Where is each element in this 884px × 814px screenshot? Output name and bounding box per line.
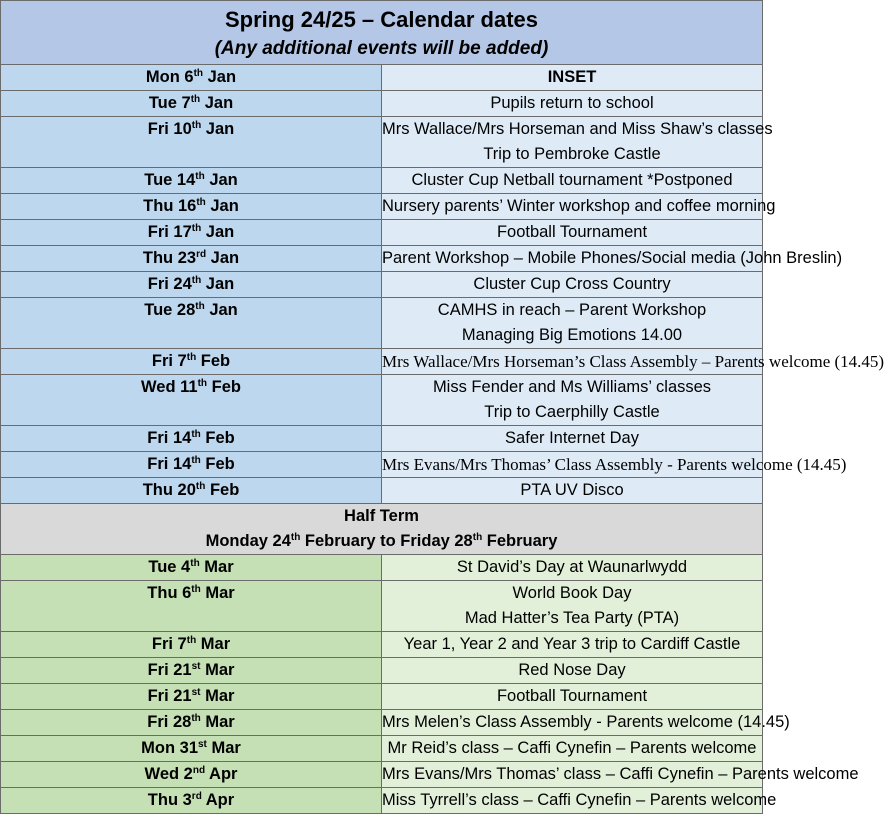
event-line: Cluster Cup Cross Country xyxy=(473,275,671,293)
date-cell: Thu 23rd Jan xyxy=(1,246,382,272)
date-cell: Fri 14th Feb xyxy=(1,426,382,452)
event-line: St David’s Day at Waunarlwydd xyxy=(456,558,688,576)
table-row xyxy=(1,375,763,426)
date-cell: Fri 14th Feb xyxy=(1,452,382,478)
event-cell xyxy=(382,426,763,452)
event-line: Trip to Caerphilly Castle xyxy=(484,403,660,421)
event-line: Mrs Wallace/Mrs Horseman and Miss Shaw’s classes xyxy=(382,120,773,138)
event-cell xyxy=(382,117,773,168)
date-cell: Thu 3rd Apr xyxy=(1,788,382,814)
half-term-row xyxy=(1,504,763,555)
event-line: Cluster Cup Netball tournament *Postponed xyxy=(411,171,733,189)
date-cell: Fri 10th Jan xyxy=(1,117,382,168)
page-subtitle: (Any additional events will be added) xyxy=(214,38,549,59)
event-line: PTA UV Disco xyxy=(520,481,624,499)
date-cell: Thu 16th Jan xyxy=(1,194,382,220)
event-cell xyxy=(382,684,763,710)
event-cell xyxy=(382,788,777,814)
table-row xyxy=(1,478,763,504)
event-cell xyxy=(382,710,790,736)
event-line: Managing Big Emotions 14.00 xyxy=(461,326,683,344)
event-cell xyxy=(382,91,763,117)
half-term-cell xyxy=(1,504,763,555)
event-cell xyxy=(382,555,763,581)
table-row xyxy=(1,788,763,814)
page-title: Spring 24/25 – Calendar dates xyxy=(224,7,539,32)
event-line: Trip to Pembroke Castle xyxy=(483,145,661,163)
event-line: Miss Fender and Ms Williams’ classes xyxy=(432,378,712,396)
event-line: Mrs Wallace/Mrs Horseman’s Class Assembly – Parents welcome (14.45) xyxy=(382,352,884,371)
table-row xyxy=(1,762,763,788)
event-cell xyxy=(382,194,776,220)
table-row xyxy=(1,658,763,684)
event-cell xyxy=(382,246,843,272)
table-row xyxy=(1,632,763,658)
table-row xyxy=(1,298,763,349)
event-cell xyxy=(382,168,763,194)
date-cell: Fri 7th Feb xyxy=(1,349,382,375)
event-line: Safer Internet Day xyxy=(505,429,639,447)
event-line: Year 1, Year 2 and Year 3 trip to Cardiff Castle xyxy=(403,635,741,653)
table-row xyxy=(1,710,763,736)
date-cell: Tue 14th Jan xyxy=(1,168,382,194)
table-row xyxy=(1,194,763,220)
event-line: CAMHS in reach – Parent Workshop xyxy=(437,301,707,319)
table-row xyxy=(1,220,763,246)
event-cell xyxy=(382,478,763,504)
date-cell: Fri 21st Mar xyxy=(1,658,382,684)
event-line: INSET xyxy=(547,68,597,86)
date-cell: Wed 11th Feb xyxy=(1,375,382,426)
title-cell xyxy=(1,1,763,65)
event-line: Mrs Evans/Mrs Thomas’ class – Caffi Cynefin – Parents welcome xyxy=(382,765,859,783)
event-cell xyxy=(382,658,763,684)
table-row xyxy=(1,246,763,272)
date-cell: Tue 4th Mar xyxy=(1,555,382,581)
date-cell: Fri 21st Mar xyxy=(1,684,382,710)
event-line: Mr Reid’s class – Caffi Cynefin – Parents welcome xyxy=(387,739,757,757)
event-line: Mrs Evans/Mrs Thomas’ Class Assembly - Parents welcome (14.45) xyxy=(382,455,847,474)
table-row xyxy=(1,426,763,452)
table-row xyxy=(1,117,763,168)
title-row xyxy=(1,1,763,65)
event-line: Football Tournament xyxy=(496,687,648,705)
event-line: Miss Tyrrell’s class – Caffi Cynefin – Parents welcome xyxy=(382,791,777,809)
table-row xyxy=(1,736,763,762)
event-cell xyxy=(382,762,859,788)
table-row xyxy=(1,65,763,91)
event-cell xyxy=(382,272,763,298)
event-line: Mad Hatter’s Tea Party (PTA) xyxy=(464,609,680,627)
event-line: World Book Day xyxy=(512,584,632,602)
date-cell: Fri 17th Jan xyxy=(1,220,382,246)
date-cell: Tue 28th Jan xyxy=(1,298,382,349)
event-line: Nursery parents’ Winter workshop and coffee morning xyxy=(382,197,776,215)
table-row xyxy=(1,581,763,632)
event-cell xyxy=(382,736,763,762)
half-term-heading: Half Term xyxy=(344,507,419,525)
event-line: Mrs Melen’s Class Assembly - Parents welcome (14.45) xyxy=(382,713,790,731)
date-cell: Tue 7th Jan xyxy=(1,91,382,117)
event-cell xyxy=(382,298,763,349)
date-cell: Mon 6th Jan xyxy=(1,65,382,91)
event-cell xyxy=(382,632,763,658)
event-cell xyxy=(382,581,763,632)
table-row xyxy=(1,555,763,581)
table-row xyxy=(1,91,763,117)
event-cell xyxy=(382,220,763,246)
date-cell: Fri 24th Jan xyxy=(1,272,382,298)
table-row xyxy=(1,168,763,194)
table-row xyxy=(1,684,763,710)
table-row xyxy=(1,272,763,298)
event-cell xyxy=(382,375,763,426)
date-cell: Thu 20th Feb xyxy=(1,478,382,504)
event-cell xyxy=(382,349,884,375)
event-cell xyxy=(382,452,847,478)
table-row xyxy=(1,452,763,478)
date-cell: Mon 31st Mar xyxy=(1,736,382,762)
event-line: Red Nose Day xyxy=(518,661,626,679)
event-line: Football Tournament xyxy=(496,223,648,241)
date-cell: Thu 6th Mar xyxy=(1,581,382,632)
date-cell: Fri 28th Mar xyxy=(1,710,382,736)
event-line: Pupils return to school xyxy=(490,94,654,112)
table-row xyxy=(1,349,763,375)
half-term-dates: Monday 24th February to Friday 28th February xyxy=(205,532,558,550)
date-cell: Wed 2nd Apr xyxy=(1,762,382,788)
date-cell: Fri 7th Mar xyxy=(1,632,382,658)
event-cell xyxy=(382,65,763,91)
event-line: Parent Workshop – Mobile Phones/Social media (John Breslin) xyxy=(382,249,843,267)
